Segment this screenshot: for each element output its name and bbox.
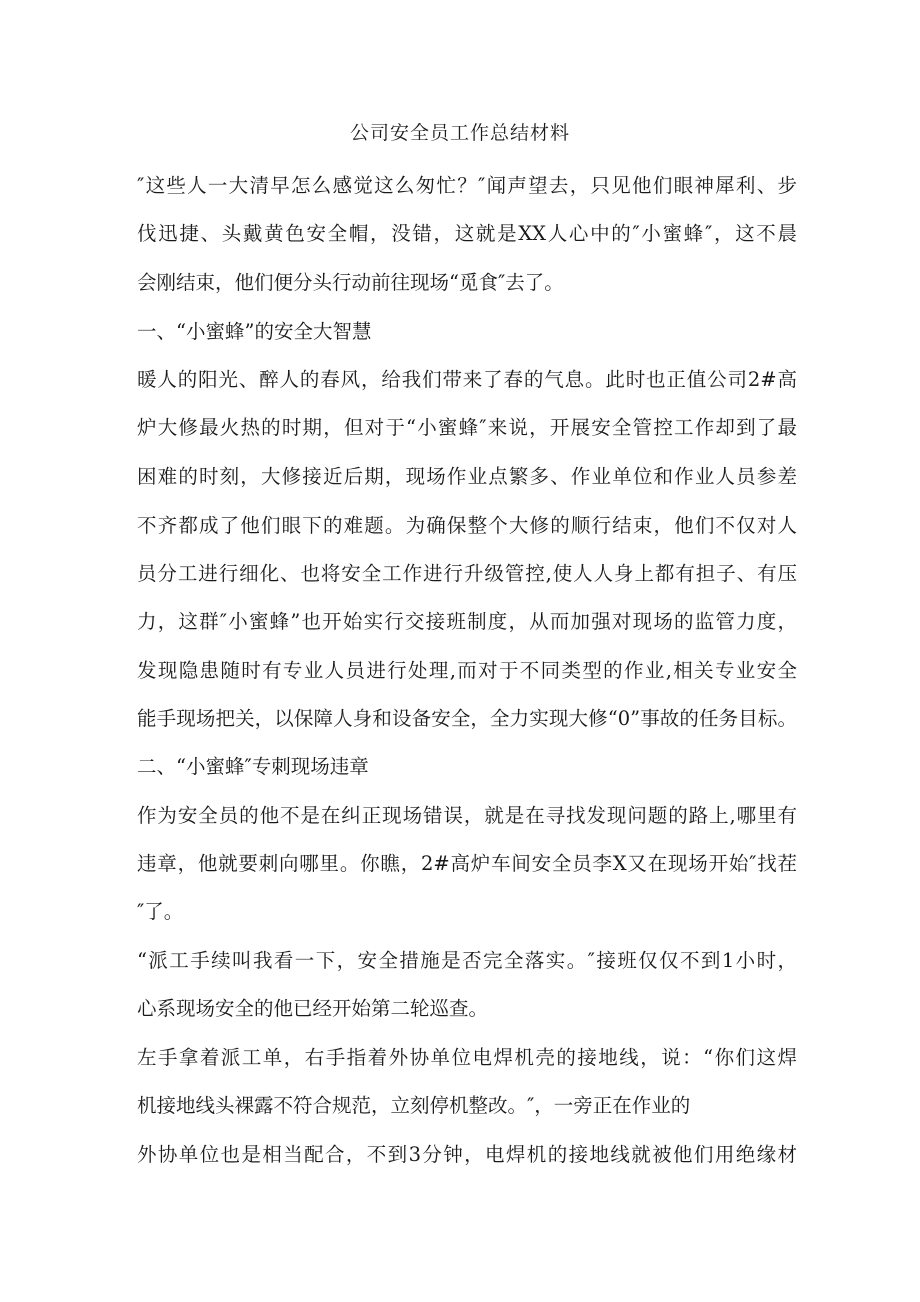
section-heading: 二、“小蜜蜂″专刺现场违章 <box>137 755 369 778</box>
paragraph-line: 员分工进行细化、也将安全工作进行升级管控,使人人身上都有担子、有压 <box>137 562 797 585</box>
paragraph-line: 违章，他就要刺向哪里。你瞧，2#高炉车间安全员李X又在现场开始″找茬 <box>137 852 797 875</box>
paragraph-line: “派工手续叫我看一下，安全措施是否完全落实。″接班仅仅不到1小时， <box>137 949 797 972</box>
paragraph-line: 力，这群″小蜜蜂”也开始实行交接班制度，从而加强对现场的监管力度， <box>137 610 797 633</box>
paragraph-line: ″了。 <box>137 900 184 923</box>
document-title: 公司安全员工作总结材料 <box>349 122 570 144</box>
paragraph-line: 会刚结束，他们便分头行动前往现场“觅食″去了。 <box>137 271 564 294</box>
paragraph-line: 炉大修最火热的时期，但对于“小蜜蜂″来说，开展安全管控工作却到了最 <box>137 416 797 439</box>
paragraph-line: ″这些人一大清早怎么感觉这么匆忙？″闻声望去，只见他们眼神犀利、步 <box>137 174 797 197</box>
paragraph-line: 暖人的阳光、醉人的春风，给我们带来了春的气息。此时也正值公司2#高 <box>137 368 797 391</box>
paragraph-line: 发现隐患随时有专业人员进行处理,而对于不同类型的作业,相关专业安全 <box>137 659 797 682</box>
paragraph-line: 不齐都成了他们眼下的难题。为确保整个大修的顺行结束，他们不仅对人 <box>137 514 797 537</box>
paragraph-line: 能手现场把关，以保障人身和设备安全，全力实现大修“0”事故的任务目标。 <box>137 707 797 730</box>
paragraph-line: 困难的时刻，大修接近后期，现场作业点繁多、作业单位和作业人员参差 <box>137 465 797 488</box>
paragraph-line: 伐迅捷、头戴黄色安全帽，没错，这就是XX人心中的″小蜜蜂″，这不晨 <box>137 222 797 245</box>
paragraph-line: 外协单位也是相当配合，不到3分钟，电焊机的接地线就被他们用绝缘材 <box>137 1143 797 1166</box>
paragraph-line: 左手拿着派工单，右手指着外协单位电焊机壳的接地线，说：“你们这焊 <box>137 1046 797 1069</box>
paragraph-line: 机接地线头裸露不符合规范，立刻停机整改。″，一旁正在作业的 <box>137 1094 691 1117</box>
section-heading: 一、“小蜜蜂”的安全大智慧 <box>137 320 372 343</box>
paragraph-line: 心系现场安全的他已经开始第二轮巡查。 <box>137 997 489 1020</box>
paragraph-line: 作为安全员的他不是在纠正现场错误，就是在寻找发现问题的路上,哪里有 <box>137 804 797 827</box>
